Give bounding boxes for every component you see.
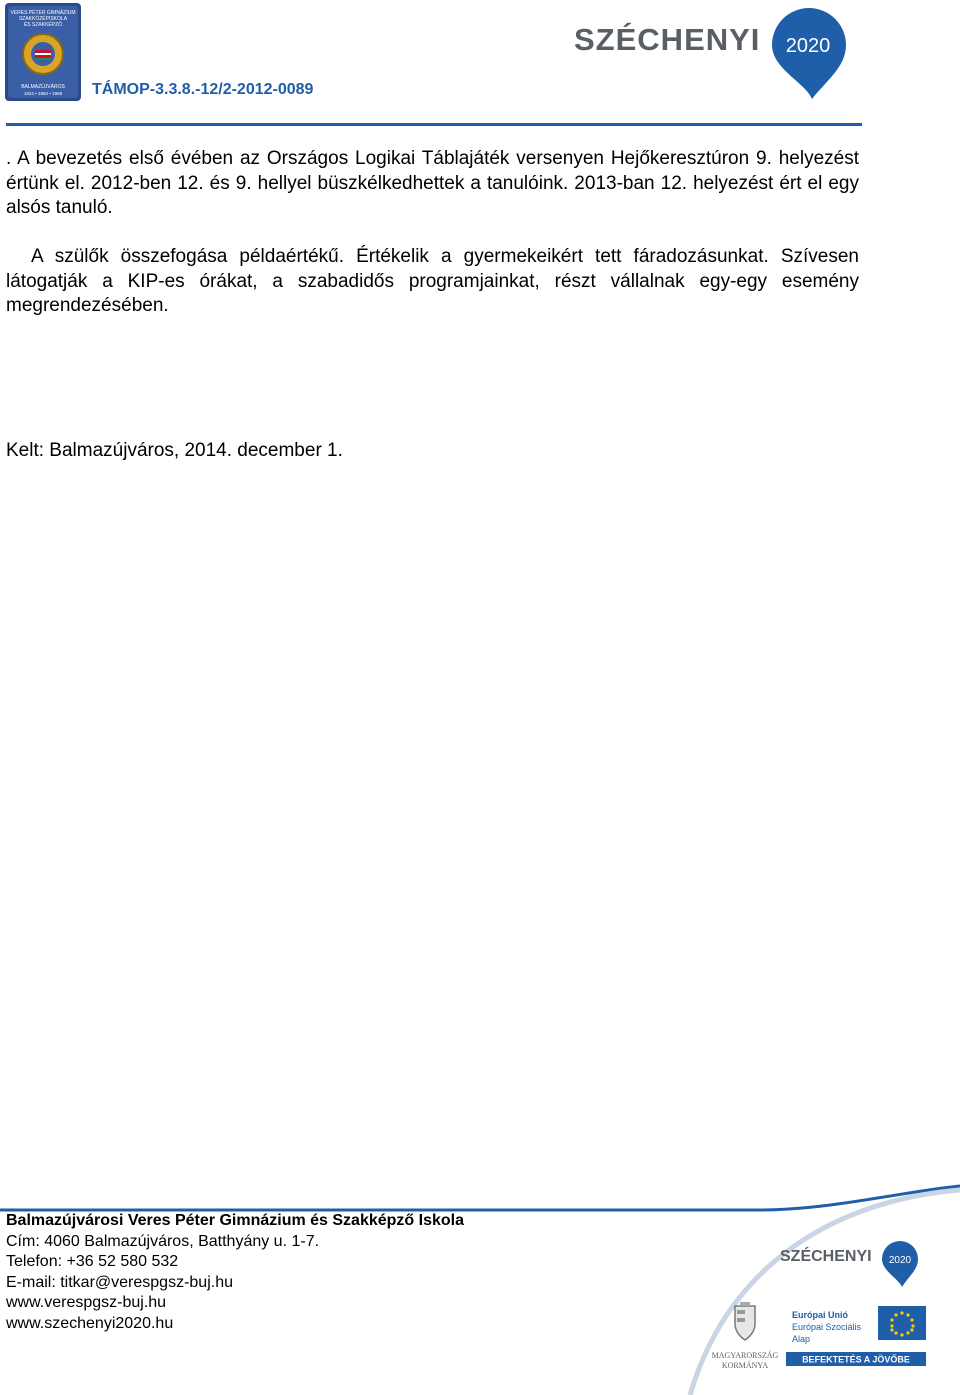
svg-text:Alap: Alap [792,1334,811,1344]
svg-text:2020: 2020 [785,35,831,57]
school-crest-logo [4,2,82,102]
paragraph-competition-results: . A bevezetés első évében az Országos Logikai Táblajáték versenyen Hejőkeresztúron 9. helyezést értünk el. 2012-ben 12. és 9. hellyel büszkélkedhettek a tanulóink. 2013-ban 12. helyezést ért el egy alsós tanuló. [6,148,859,218]
svg-text:ÉS SZAKKÉPZŐ: ÉS SZAKKÉPZŐ [23,22,63,28]
footer-address: Cím: 4060 Balmazújváros, Batthyány u. 1-7. [6,1232,320,1250]
svg-text:KORMÁNYA: KORMÁNYA [721,1361,769,1370]
footer-email[interactable]: E-mail: titkar@verespgsz-buj.hu [6,1273,233,1291]
date-place-line: Kelt: Balmazújváros, 2014. december 1. [6,440,343,461]
header-divider [6,123,862,126]
footer-contact-block [6,1211,464,1335]
footer-szechenyi-2020-logo [780,1237,922,1289]
svg-text:MAGYARORSZÁG: MAGYARORSZÁG [711,1351,779,1360]
svg-text:VERES PÉTER GIMNÁZIUM: VERES PÉTER GIMNÁZIUM [10,10,76,16]
svg-text:Európai Unió: Európai Unió [792,1310,848,1320]
footer-website-szechenyi[interactable]: www.szechenyi2020.hu [6,1314,174,1332]
svg-text:SZÉCHENYI: SZÉCHENYI [574,22,761,57]
paragraph-parents-cooperation: A szülők összefogása példaértékű. Értékelik a gyermekeikért tett fáradozásunkat. Szívesen látogatják a KIP-es órákat, a szabadidős programjainkat, részt vállalnak egy-egy esemény megrendezésében. [6,246,859,316]
footer-website-school[interactable]: www.verespgsz-buj.hu [6,1294,167,1312]
footer-school-name: Balmazújvárosi Veres Péter Gimnázium és Szakképző Iskola [6,1212,464,1229]
szechenyi-2020-logo [574,4,854,100]
svg-text:1924 • 1964 • 1968: 1924 • 1964 • 1968 [23,91,63,96]
project-code: TÁMOP-3.3.8.-12/2-2012-0089 [92,81,314,98]
footer-phone: Telefon: +36 52 580 532 [6,1253,179,1271]
svg-text:SZAKKÖZÉPISKOLA: SZAKKÖZÉPISKOLA [18,16,68,22]
svg-text:2020: 2020 [888,1255,912,1266]
svg-text:BEFEKTETÉS A JÖVŐBE: BEFEKTETÉS A JÖVŐBE [802,1354,910,1365]
hungarian-government-logo [706,1298,784,1372]
svg-text:Európai Szociális: Európai Szociális [792,1322,862,1332]
svg-text:BALMAZÚJVÁROS: BALMAZÚJVÁROS [21,84,65,90]
european-union-esf-logo [786,1304,930,1374]
svg-text:SZÉCHENYI: SZÉCHENYI [780,1248,872,1265]
